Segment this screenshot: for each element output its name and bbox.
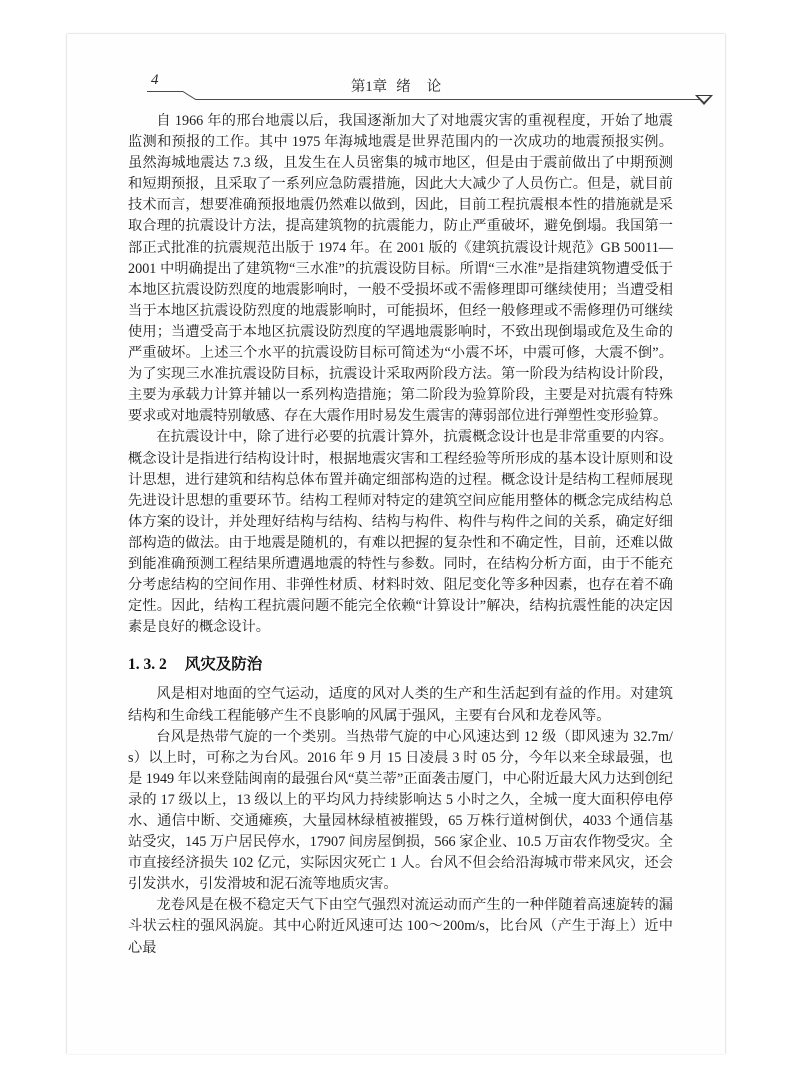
running-head-word-2: 论 — [426, 79, 442, 95]
section-heading-1-3-2 — [128, 654, 673, 675]
page-sheet — [67, 34, 725, 1054]
heading-spacer-above — [128, 638, 673, 654]
paragraph-tornado: 龙卷风是在极不稳定天气下由空气强烈对流运动而产生的一种伴随着高速旋转的漏斗状云柱的强风涡旋。其中心附近风速可达 100～200m/s，比台风（产生于海上）近中心最 — [128, 897, 673, 956]
body-text-block — [128, 111, 673, 959]
section-heading-title: 风灾及防治 — [184, 656, 263, 674]
header-rule-upper-segment — [147, 91, 183, 92]
paragraph-conceptual-design: 在抗震设计中，除了进行必要的抗震计算外，抗震概念设计也是非常重要的内容。概念设计是指进行结构设计时，根据地震灾害和工程经验等所形成的基本设计原则和设计思想，进行建筑和结构总体布置并确定细部构造的过程。概念设计是结构工程师展现先进设计思想的重要环节。结构工程师对特定的建筑空间应能用整体的概念完成结构总体方案的设计，并处理好结构与结构、结构与构件、构件与构件之间的关系，确定好细部构造的做法。由于地震是随机的，有难以把握的复杂性和不确定性，目前，还难以做到能准确预测工程结果所遭遇地震的特性与参数。同时，在结构分析方面，由于不能充分考虑结构的空间作用、非弹性材质、材料时效、阻尼变化等多种因素，也存在着不确定性。因此，结构工程抗震问题不能完全依赖“计算设计”解决，结构抗震性能的决定因素是良好的概念设计。 — [128, 429, 673, 636]
heading-spacer-below — [128, 675, 673, 684]
running-head-chapter: 第1章 — [350, 79, 388, 95]
paragraph-earthquake-monitoring: 自 1966 年的邢台地震以后，我国逐渐加大了对地震灾害的重视程度，开始了地震监测和预报的工作。其中 1975 年海城地震是世界范围内的一次成功的地震预报实例。虽然海城地震达 7.3 级，且发生在人员密集的城市地区，但是由于震前做出了中期预测和短期预报，且采取了一系列应急防震措施，因此大大减少了人员伤亡。但是，就目前技术而言，想要准确预报地震仍然难以做到，因此，目前工程抗震根本性的措施就是采取合理的抗震设计方法，提高建筑物的抗震能力，防止严重破坏，避免倒塌。我国第一部正式批准的抗震规范出版于 1974 年。在 2001 版的《建筑抗震设计规范》GB 50011—2001 中明确提出了建筑物“三水准”的抗震设防目标。所谓“三水准”是指建筑物遭受低于本地区抗震设防烈度的地震影响时，一般不受损坏或不需修理即可继续使用；当遭受相当于本地区抗震设防烈度的地震影响时，可能损坏，但经一般修理或不需修理仍可继续使用；当遭受高于本地区抗震设防烈度的罕遇地震影响时，不致出现倒塌或危及生命的严重破坏。上述三个水平的抗震设防目标可简述为“小震不坏，中震可修，大震不倒”。为了实现三水准抗震设防目标，抗震设计采取两阶段方法。第一阶段为结构设计阶段，主要为承载力计算并辅以一系列构造措施；第二阶段为验算阶段，主要是对抗震有特殊要求或对地震特别敏感、存在大震作用时易发生震害的薄弱部位进行弹塑性变形验算。 — [128, 113, 673, 425]
section-heading-number: 1. 3. 2 — [128, 656, 167, 674]
header-rule-lower-segment — [196, 99, 703, 100]
header-rule-diagonal-step — [183, 91, 197, 100]
page-number: 4 — [151, 72, 159, 88]
paragraph-typhoon: 台风是热带气旋的一个类别。当热带气旋的中心风速达到 12 级（即风速为 32.7m/s）以上时，可称之为台风。2016 年 9 月 15 日凌晨 3 时 05 分，今年以来全球最强，也是 1949 年以来登陆闽南的最强台风“莫兰蒂”正面袭击厦门，中心附近最大风力达到创纪录的 17 级以上，13 级以上的平均风力持续影响达 5 小时之久，全城一度大面积停电停水、通信中断、交通瘫痪，大量园林绿植被摧毁，65 万株行道树倒伏，4033 个通信基站受灾，145 万户居民停水，17907 间房屋倒损，566 家企业、10.5 万亩农作物受灾。全市直接经济损失 102 亿元，实际因灾死亡 1 人。台风不但会给沿海城市带来风灾，还会引发洪水，引发滑坡和泥石流等地质灾害。 — [128, 728, 673, 893]
running-head-word-1: 绪 — [396, 79, 411, 95]
down-triangle-icon-inner — [698, 96, 710, 102]
paragraph-wind-intro: 风是相对地面的空气运动，适度的风对人类的生产和生活起到有益的作用。对建筑结构和生命线工程能够产生不良影响的风属于强风，主要有台风和龙卷风等。 — [128, 686, 673, 724]
running-head-title — [67, 75, 725, 96]
running-head — [67, 34, 725, 94]
